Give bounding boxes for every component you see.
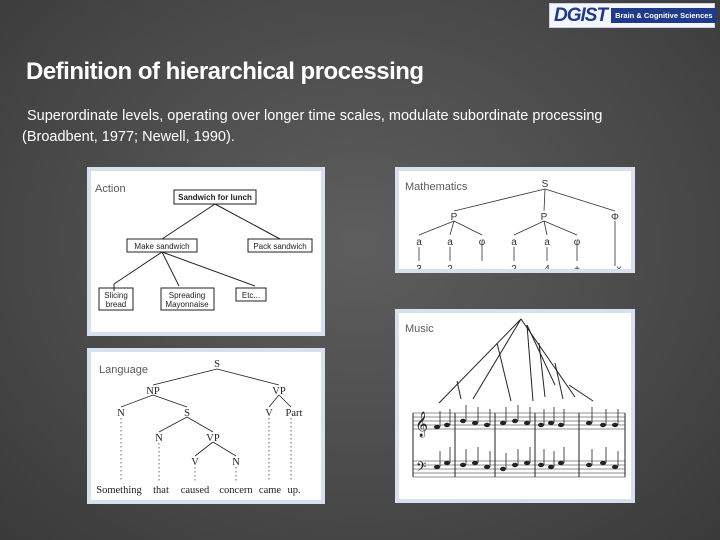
math-term-phi2: φ — [573, 237, 581, 248]
lang-n3: N — [232, 457, 240, 468]
logo-mark: DGIST — [554, 4, 608, 26]
bass-clef-icon: 𝄢 — [416, 459, 427, 478]
music-barlines — [413, 413, 625, 477]
mathematics-caption: Mathematics — [405, 181, 468, 193]
lang-np: NP — [146, 386, 160, 397]
lang-vp: VP — [272, 386, 286, 397]
music-caption: Music — [405, 323, 434, 335]
music-notes-bass — [434, 461, 618, 471]
math-bottom-4: 4 — [544, 264, 550, 275]
action-leaf-bread: bread — [105, 300, 127, 309]
lang-n2: N — [155, 433, 163, 444]
math-root-s: S — [541, 179, 549, 190]
music-tree-lines — [439, 319, 593, 403]
mathematics-panel — [395, 167, 635, 273]
math-term-a1: a — [416, 237, 422, 248]
math-term-a4: a — [544, 237, 550, 248]
lang-word-came: came — [258, 485, 282, 496]
dgist-logo — [549, 3, 715, 28]
lang-word-that: that — [153, 485, 169, 496]
language-caption: Language — [99, 364, 148, 376]
math-bottom-3: 3 — [416, 264, 422, 275]
lang-word-something: Something — [96, 485, 142, 496]
lang-word-concern: concern — [219, 485, 253, 496]
treble-clef-icon: 𝄞 — [415, 412, 429, 437]
lang-part: Part — [285, 408, 303, 419]
subtitle-line-1: Superordinate levels, operating over longer time scales, modulate subordinate processing — [27, 108, 603, 124]
math-term-a3: a — [511, 237, 517, 248]
action-leaf-slicing: Slicing — [104, 291, 128, 300]
math-bottom-plus: + — [574, 264, 580, 275]
lang-vp2: VP — [206, 433, 220, 444]
math-bottom-x: x — [616, 264, 622, 275]
lang-v1: V — [265, 408, 273, 419]
slide-subtitle — [22, 106, 702, 148]
slide-title: Definition of hierarchical processing — [26, 58, 424, 85]
lang-n1: N — [117, 408, 125, 419]
subtitle-line-2: (Broadbent, 1977; Newell, 1990). — [22, 129, 235, 145]
music-tree-and-score — [399, 313, 635, 503]
action-leaf-spreading: Spreading — [168, 291, 206, 300]
action-pack-label: Pack sandwich — [253, 242, 307, 251]
lang-v2: V — [191, 457, 199, 468]
lang-s2: S — [184, 408, 190, 419]
math-bottom-2b: 2 — [511, 264, 517, 275]
music-panel — [395, 309, 635, 503]
action-leaf-mayonnaise: Mayonnaise — [165, 300, 209, 309]
logo-department: Brain & Cognitive Sciences — [611, 8, 717, 23]
lang-root-s: S — [214, 359, 220, 370]
math-bottom-minus: – — [479, 264, 485, 275]
math-bottom-2a: 2 — [447, 264, 453, 275]
lang-word-caused: caused — [180, 485, 210, 496]
music-treble-staff — [413, 413, 625, 429]
action-caption: Action — [95, 183, 126, 195]
math-node-phi: Φ — [611, 212, 619, 223]
music-notes-treble — [434, 419, 618, 429]
action-make-label: Make sandwich — [134, 242, 190, 251]
action-leaf-etc: Etc... — [241, 291, 261, 300]
language-panel — [87, 348, 325, 504]
math-term-phi1: φ — [478, 237, 486, 248]
action-tree-diagram — [91, 171, 325, 336]
action-root-label: Sandwich for lunch — [178, 193, 252, 202]
math-node-p1: P — [450, 212, 458, 223]
lang-word-up: up. — [287, 485, 301, 496]
action-panel — [87, 167, 325, 336]
math-term-a2: a — [447, 237, 453, 248]
math-node-p2: P — [540, 212, 548, 223]
